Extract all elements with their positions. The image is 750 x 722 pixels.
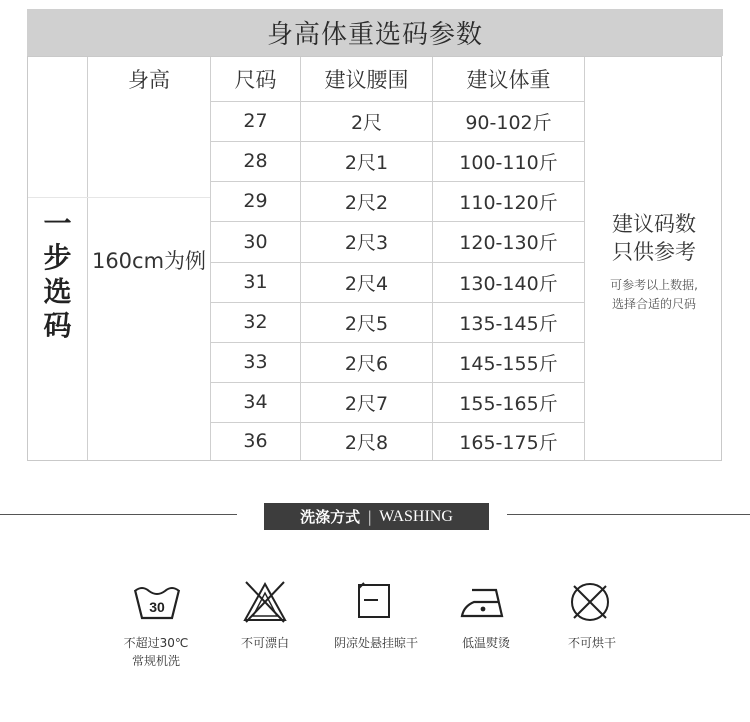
waist-cell: 2尺8 <box>344 431 389 454</box>
weight-cell: 100-110斤 <box>459 151 558 174</box>
note-detail-line: 可参考以上数据, <box>610 278 698 292</box>
wash-label <box>108 634 204 670</box>
side-label <box>28 207 87 343</box>
header-waist: 建议腰围 <box>324 68 409 92</box>
height-value: 160cm为例 <box>91 249 207 273</box>
side-label-char: 步 <box>43 241 72 274</box>
weight-cell: 90-102斤 <box>465 111 552 134</box>
weight-cell: 120-130斤 <box>459 232 558 254</box>
weight-cell: 135-145斤 <box>459 312 558 335</box>
wash-label-line: 常规机洗 <box>131 654 180 668</box>
wash-label <box>220 634 310 652</box>
waist-cell: 2尺 <box>350 111 383 134</box>
header-size: 尺码 <box>234 68 277 92</box>
wash-label <box>552 634 632 652</box>
side-label-char: 选 <box>43 275 72 308</box>
note-detail-line: 选择合适的尺码 <box>611 297 696 311</box>
wash-label <box>444 634 528 652</box>
waist-cell: 2尺6 <box>344 352 389 375</box>
wash-label <box>318 634 434 652</box>
washing-title-zh: 洗涤方式 <box>300 508 361 526</box>
header-height: 身高 <box>128 68 170 92</box>
size-cell: 29 <box>243 190 268 212</box>
weight-cell: 145-155斤 <box>459 352 558 375</box>
size-cell: 27 <box>243 110 268 132</box>
waist-cell: 2尺2 <box>344 191 389 214</box>
side-label-char: 码 <box>43 309 72 342</box>
washing-title-separator: | <box>367 507 373 526</box>
waist-cell: 2尺7 <box>344 392 389 415</box>
washing-title <box>264 503 489 530</box>
size-note-detail <box>585 276 723 314</box>
size-note <box>585 210 723 266</box>
note-line: 只供参考 <box>612 240 696 264</box>
no-bleach-icon <box>240 578 290 626</box>
size-cell: 33 <box>243 351 268 373</box>
size-table <box>27 56 722 461</box>
row-divider <box>28 197 210 198</box>
wash-label-line: 不可漂白 <box>240 636 289 650</box>
drip-dry-shade-icon <box>350 578 400 626</box>
waist-cell: 2尺4 <box>344 272 389 295</box>
washing-title-en: WASHING <box>379 507 453 525</box>
waist-cell: 2尺5 <box>344 312 389 335</box>
note-line: 建议码数 <box>612 212 696 236</box>
wash-temp: 30 <box>149 599 165 615</box>
waist-cell: 2尺1 <box>344 151 389 174</box>
size-cell: 28 <box>243 150 268 172</box>
size-cell: 34 <box>243 391 268 413</box>
table-title: 身高体重选码参数 <box>27 9 723 56</box>
wash-label-line: 低温熨烫 <box>461 636 510 650</box>
wash-30-icon <box>132 578 182 626</box>
weight-cell: 130-140斤 <box>459 272 558 295</box>
weight-cell: 110-120斤 <box>459 191 558 214</box>
divider-line <box>507 514 750 515</box>
waist-cell: 2尺3 <box>344 232 389 254</box>
size-cell: 32 <box>243 311 268 333</box>
weight-cell: 165-175斤 <box>459 431 558 454</box>
wash-label-line: 不超过30℃ <box>123 636 189 650</box>
no-tumble-dry-icon <box>565 578 615 626</box>
side-label-char: 一 <box>43 207 72 240</box>
weight-cell: 155-165斤 <box>459 392 558 415</box>
wash-label-line: 阴凉处悬挂晾干 <box>333 636 418 650</box>
size-cell: 36 <box>243 430 268 452</box>
size-cell: 30 <box>243 230 268 253</box>
iron-low-icon <box>458 578 508 626</box>
wash-label-line: 不可烘干 <box>567 636 616 650</box>
header-weight: 建议体重 <box>466 68 551 92</box>
size-cell: 31 <box>243 271 268 293</box>
divider-line <box>0 514 237 515</box>
